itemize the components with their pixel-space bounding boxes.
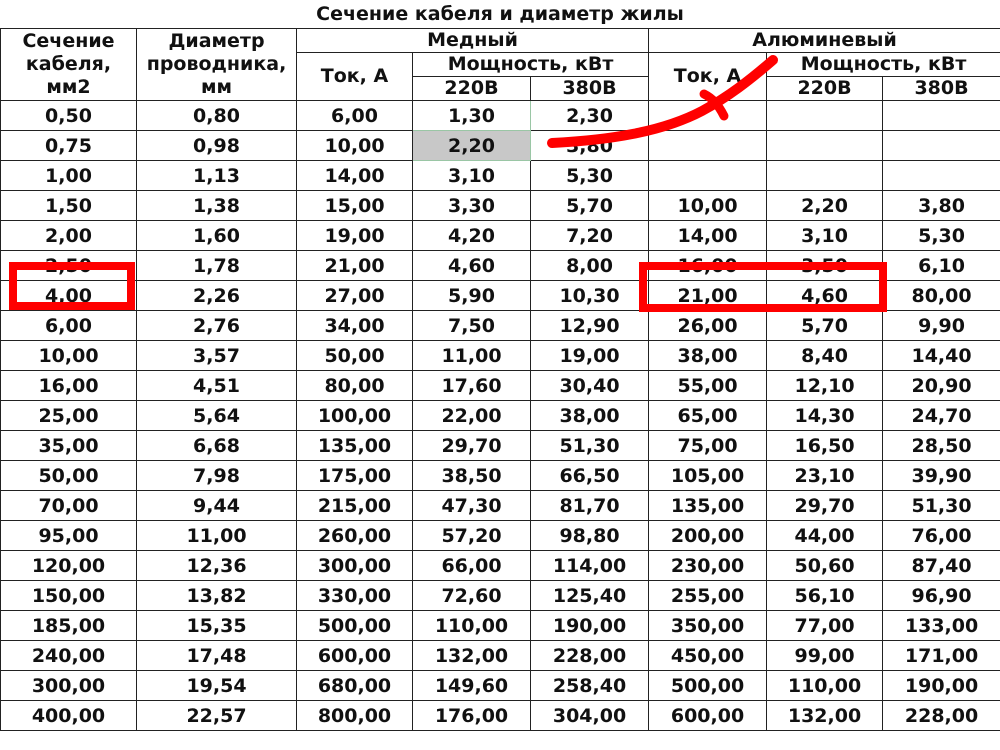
cell-copper-current: 21,00 [297,251,413,281]
cell-copper-current: 14,00 [297,161,413,191]
cell-copper-220v: 17,60 [413,371,531,401]
cell-aluminum-380v [883,131,1000,161]
header-380v-copper: 380В [531,77,649,101]
cell-copper-380v: 5,30 [531,161,649,191]
cell-aluminum-current: 230,00 [649,551,767,581]
cell-copper-220v: 72,60 [413,581,531,611]
cell-copper-220v: 3,10 [413,161,531,191]
cell-aluminum-380v: 171,00 [883,641,1000,671]
table-row [1,671,1000,701]
cell-diameter: 0,98 [137,131,297,161]
table-row [1,611,1000,641]
table-body [1,101,1000,731]
cell-copper-380v: 8,00 [531,251,649,281]
table-row [1,521,1000,551]
cell-copper-380v: 3,80 [531,131,649,161]
cell-section: 120,00 [1,551,137,581]
header-diameter [137,29,297,101]
cell-diameter: 2,76 [137,311,297,341]
cell-aluminum-220v: 132,00 [767,701,883,731]
cell-copper-220v: 149,60 [413,671,531,701]
cell-copper-380v: 228,00 [531,641,649,671]
cell-copper-current: 19,00 [297,221,413,251]
cell-diameter: 15,35 [137,611,297,641]
cell-copper-current: 135,00 [297,431,413,461]
cell-copper-380v: 304,00 [531,701,649,731]
cell-diameter: 11,00 [137,521,297,551]
table-row [1,701,1000,731]
cell-diameter: 0,80 [137,101,297,131]
cell-diameter: 1,38 [137,191,297,221]
table-row [1,191,1000,221]
cell-aluminum-380v: 80,00 [883,281,1000,311]
cell-aluminum-220v: 2,20 [767,191,883,221]
cell-copper-380v: 19,00 [531,341,649,371]
cell-section: 6,00 [1,311,137,341]
table-row [1,281,1000,311]
cell-copper-220v: 66,00 [413,551,531,581]
cable-table [0,28,1000,731]
cell-aluminum-220v: 12,10 [767,371,883,401]
header-aluminum: Алюминевый [649,29,1000,53]
cell-copper-current: 600,00 [297,641,413,671]
cell-copper-220v: 7,50 [413,311,531,341]
cell-aluminum-380v: 133,00 [883,611,1000,641]
cell-aluminum-current: 55,00 [649,371,767,401]
cell-aluminum-current: 350,00 [649,611,767,641]
cell-copper-220v: 176,00 [413,701,531,731]
cell-aluminum-380v: 14,40 [883,341,1000,371]
cell-diameter: 19,54 [137,671,297,701]
cell-aluminum-current: 135,00 [649,491,767,521]
header-diameter-line: проводника, [146,53,287,75]
cell-copper-220v: 38,50 [413,461,531,491]
cell-section: 240,00 [1,641,137,671]
cell-diameter: 9,44 [137,491,297,521]
cell-diameter: 3,57 [137,341,297,371]
cell-aluminum-380v [883,161,1000,191]
cell-copper-380v: 30,40 [531,371,649,401]
cell-aluminum-220v: 99,00 [767,641,883,671]
cell-aluminum-current [649,131,767,161]
cell-aluminum-current [649,101,767,131]
cell-copper-current: 800,00 [297,701,413,731]
cell-aluminum-220v: 56,10 [767,581,883,611]
cell-aluminum-220v: 5,70 [767,311,883,341]
cell-diameter: 7,98 [137,461,297,491]
header-diameter-line: Диаметр [168,30,265,52]
cell-copper-current: 6,00 [297,101,413,131]
cell-copper-380v: 66,50 [531,461,649,491]
cell-section: 2,00 [1,221,137,251]
cell-copper-380v: 114,00 [531,551,649,581]
cell-section: 185,00 [1,611,137,641]
cell-aluminum-current: 200,00 [649,521,767,551]
cell-aluminum-380v: 87,40 [883,551,1000,581]
cell-aluminum-380v: 39,90 [883,461,1000,491]
table-row [1,461,1000,491]
cell-section: 1,50 [1,191,137,221]
cell-copper-current: 680,00 [297,671,413,701]
cell-diameter: 6,68 [137,431,297,461]
cell-section: 25,00 [1,401,137,431]
header-220v-aluminum: 220В [767,77,883,101]
cell-copper-220v: 47,30 [413,491,531,521]
cell-section: 4,00 [1,281,137,311]
cell-section: 10,00 [1,341,137,371]
cell-aluminum-380v: 28,50 [883,431,1000,461]
cell-aluminum-220v: 3,50 [767,251,883,281]
cell-aluminum-220v: 3,10 [767,221,883,251]
cell-aluminum-current: 10,00 [649,191,767,221]
cell-diameter: 12,36 [137,551,297,581]
cell-diameter: 5,64 [137,401,297,431]
table-row [1,581,1000,611]
cell-diameter: 4,51 [137,371,297,401]
cell-copper-380v: 5,70 [531,191,649,221]
cell-aluminum-current: 14,00 [649,221,767,251]
cell-section: 400,00 [1,701,137,731]
table-row [1,551,1000,581]
cell-diameter: 1,78 [137,251,297,281]
table-row [1,221,1000,251]
cell-copper-380v: 81,70 [531,491,649,521]
cell-copper-220v: 4,20 [413,221,531,251]
cell-aluminum-current: 500,00 [649,671,767,701]
cell-copper-current: 27,00 [297,281,413,311]
cell-aluminum-220v: 50,60 [767,551,883,581]
header-380v-aluminum: 380В [883,77,1000,101]
cell-diameter: 22,57 [137,701,297,731]
cell-aluminum-220v: 77,00 [767,611,883,641]
cell-copper-380v: 38,00 [531,401,649,431]
cell-copper-current: 15,00 [297,191,413,221]
cell-copper-380v: 98,80 [531,521,649,551]
cell-section: 1,00 [1,161,137,191]
cell-copper-current: 175,00 [297,461,413,491]
cell-aluminum-380v: 6,10 [883,251,1000,281]
cell-copper-220v: 22,00 [413,401,531,431]
cell-copper-220v: 4,60 [413,251,531,281]
cell-diameter: 17,48 [137,641,297,671]
cell-aluminum-220v: 29,70 [767,491,883,521]
cell-aluminum-220v [767,101,883,131]
header-current-copper: Ток, А [297,53,413,101]
cell-aluminum-220v: 110,00 [767,671,883,701]
table-row [1,401,1000,431]
cell-section: 2,50 [1,251,137,281]
cell-aluminum-380v: 96,90 [883,581,1000,611]
header-diameter-line: мм [200,76,233,98]
cell-copper-220v: 3,30 [413,191,531,221]
cell-copper-220v: 110,00 [413,611,531,641]
cell-aluminum-380v: 228,00 [883,701,1000,731]
cell-section: 95,00 [1,521,137,551]
cell-copper-380v: 51,30 [531,431,649,461]
cell-section: 16,00 [1,371,137,401]
cell-copper-current: 50,00 [297,341,413,371]
cell-copper-current: 10,00 [297,131,413,161]
cell-aluminum-current [649,161,767,191]
cell-aluminum-220v [767,131,883,161]
cell-aluminum-380v: 5,30 [883,221,1000,251]
table-row [1,491,1000,521]
header-section [1,29,137,101]
cell-aluminum-current: 105,00 [649,461,767,491]
cell-aluminum-380v [883,101,1000,131]
cell-aluminum-380v: 190,00 [883,671,1000,701]
cell-copper-380v: 10,30 [531,281,649,311]
header-current-aluminum: Ток, А [649,53,767,101]
cell-aluminum-220v: 8,40 [767,341,883,371]
cell-aluminum-current: 255,00 [649,581,767,611]
table-row [1,311,1000,341]
cell-copper-380v: 190,00 [531,611,649,641]
cell-copper-current: 34,00 [297,311,413,341]
cell-diameter: 1,13 [137,161,297,191]
table-title: Сечение кабеля и диаметр жилы [316,3,684,25]
cell-aluminum-380v: 3,80 [883,191,1000,221]
header-220v-copper: 220В [413,77,531,101]
cell-copper-220v: 1,30 [413,101,531,131]
header-copper: Медный [297,29,649,53]
table-row [1,161,1000,191]
cell-aluminum-220v [767,161,883,191]
table-row [1,371,1000,401]
cell-aluminum-current: 65,00 [649,401,767,431]
header-power-aluminum: Мощность, кВт [767,53,1000,77]
cell-copper-current: 500,00 [297,611,413,641]
cell-section: 150,00 [1,581,137,611]
cell-section: 300,00 [1,671,137,701]
header-section-line: Сечение [22,30,115,52]
table-row [1,641,1000,671]
cell-section: 70,00 [1,491,137,521]
table-row [1,431,1000,461]
cell-aluminum-current: 16,00 [649,251,767,281]
header-power-copper: Мощность, кВт [413,53,649,77]
cell-aluminum-380v: 20,90 [883,371,1000,401]
table-row [1,341,1000,371]
cell-aluminum-220v: 14,30 [767,401,883,431]
cell-copper-380v: 12,90 [531,311,649,341]
cell-aluminum-220v: 16,50 [767,431,883,461]
cell-aluminum-current: 75,00 [649,431,767,461]
cell-aluminum-220v: 4,60 [767,281,883,311]
cell-section: 0,75 [1,131,137,161]
table-row [1,131,1000,161]
cell-copper-current: 100,00 [297,401,413,431]
cell-aluminum-220v: 44,00 [767,521,883,551]
cell-aluminum-380v: 24,70 [883,401,1000,431]
cell-copper-380v: 258,40 [531,671,649,701]
cell-aluminum-current: 26,00 [649,311,767,341]
cell-section: 35,00 [1,431,137,461]
cell-copper-220v: 57,20 [413,521,531,551]
cell-copper-220v: 2,20 [413,131,531,161]
cell-aluminum-current: 38,00 [649,341,767,371]
cell-copper-380v: 7,20 [531,221,649,251]
cell-copper-current: 80,00 [297,371,413,401]
header-section-line: мм2 [46,76,91,98]
table-row [1,251,1000,281]
cell-copper-220v: 29,70 [413,431,531,461]
cell-section: 50,00 [1,461,137,491]
cell-aluminum-current: 21,00 [649,281,767,311]
cell-aluminum-380v: 9,90 [883,311,1000,341]
cell-diameter: 13,82 [137,581,297,611]
cell-section: 0,50 [1,101,137,131]
cell-aluminum-220v: 23,10 [767,461,883,491]
cell-copper-220v: 132,00 [413,641,531,671]
cell-copper-current: 330,00 [297,581,413,611]
cell-copper-220v: 5,90 [413,281,531,311]
cell-aluminum-380v: 76,00 [883,521,1000,551]
cell-copper-380v: 2,30 [531,101,649,131]
cell-copper-380v: 125,40 [531,581,649,611]
cell-copper-current: 300,00 [297,551,413,581]
cell-diameter: 1,60 [137,221,297,251]
cell-aluminum-380v: 51,30 [883,491,1000,521]
cell-aluminum-current: 600,00 [649,701,767,731]
cell-copper-current: 260,00 [297,521,413,551]
cell-copper-220v: 11,00 [413,341,531,371]
cell-copper-current: 215,00 [297,491,413,521]
cell-aluminum-current: 450,00 [649,641,767,671]
cell-diameter: 2,26 [137,281,297,311]
table-row [1,101,1000,131]
header-section-line: кабеля, [25,53,112,75]
